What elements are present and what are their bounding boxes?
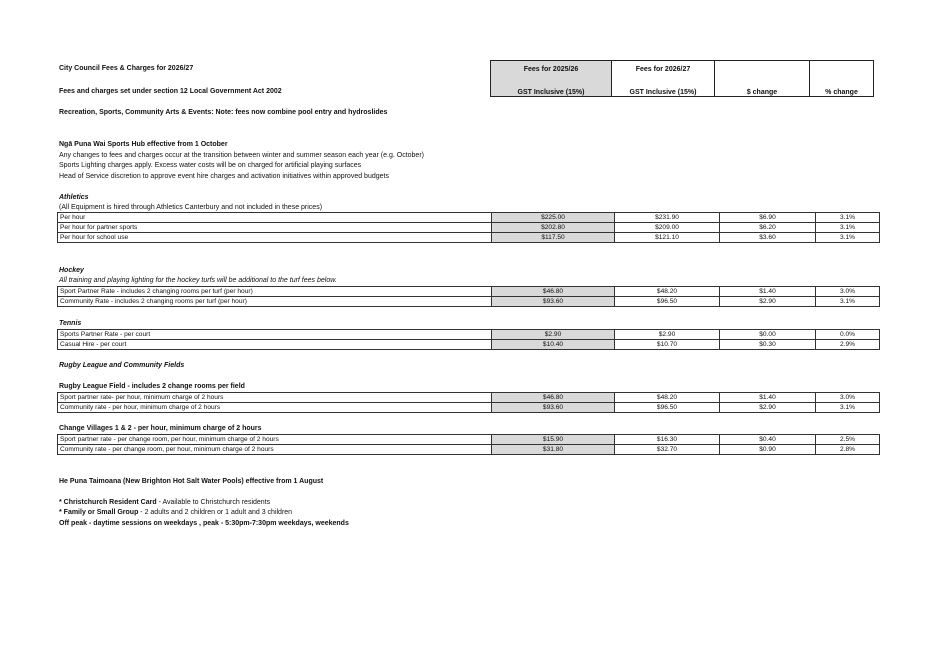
row-description: Per hour [58,213,492,223]
column-header-dollar-change [714,60,810,97]
offpeak-note: Off peak - daytime sessions on weekdays , peak - 5:30pm-7:30pm weekdays, weekends [59,520,349,527]
fee-2025: $31.80 [492,445,615,455]
athletics-note: (All Equipment is hired through Athletics Canterbury and not included in these prices) [59,204,323,211]
tennis-title: Tennis [59,320,82,327]
table-row [58,435,880,445]
table-row [58,213,880,223]
fee-2025: $46.80 [492,287,615,297]
percent-change: 2.5% [816,435,880,445]
villages-table [57,434,880,455]
percent-change: 3.1% [816,233,880,243]
hub-note: Any changes to fees and charges occur at the transition between winter and summer season each year (e.g. October) [59,152,424,159]
row-description: Community rate - per hour, minimum charge of 2 hours [58,403,492,413]
hub-note: Head of Service discretion to approve event hire charges and activation initiatives within approved budgets [59,173,389,180]
fee-2026: $121.10 [615,233,720,243]
column-header-percent-change [809,60,874,97]
dollar-change: $1.40 [720,393,816,403]
fee-2026: $96.50 [615,403,720,413]
row-description: Casual Hire - per court [58,340,492,350]
rugby-title: Rugby League Field - includes 2 change rooms per field [59,383,245,390]
fee-2026: $10.70 [615,340,720,350]
fee-2025: $202.80 [492,223,615,233]
fee-2026: $32.70 [615,445,720,455]
row-description: Sport partner rate - per change room, per hour, minimum charge of 2 hours [58,435,492,445]
fee-2025: $46.80 [492,393,615,403]
percent-change: 3.1% [816,403,880,413]
row-description: Per hour for partner sports [58,223,492,233]
percent-change: 3.1% [816,297,880,307]
tennis-table [57,329,880,350]
page-subtitle: Fees and charges set under section 12 Local Government Act 2002 [59,88,282,95]
fee-2026: $96.50 [615,297,720,307]
fee-2025: $2.90 [492,330,615,340]
dollar-change: $0.00 [720,330,816,340]
resident-card-text: - Available to Christchurch residents [156,499,271,506]
resident-card-label: * Christchurch Resident Card [59,499,157,506]
table-row [58,287,880,297]
hockey-note: All training and playing lighting for the hockey turfs will be additional to the turf fees below. [59,277,337,284]
table-row [58,445,880,455]
percent-change: 2.9% [816,340,880,350]
rugby-section-heading: Rugby League and Community Fields [59,362,185,369]
fee-2026: $231.90 [615,213,720,223]
table-row [58,330,880,340]
percent-change: 3.0% [816,287,880,297]
row-description: Sport partner rate- per hour, minimum charge of 2 hours [58,393,492,403]
fee-2026: $48.20 [615,393,720,403]
dollar-change: $2.90 [720,403,816,413]
family-group-note [59,508,292,517]
villages-title: Change Villages 1 & 2 - per hour, minimum charge of 2 hours [59,425,262,432]
athletics-table [57,212,880,243]
fee-2025: $93.60 [492,297,615,307]
dollar-change: $3.60 [720,233,816,243]
column-header-percent-change-label: % change [825,89,858,96]
percent-change: 0.0% [816,330,880,340]
dollar-change: $2.90 [720,297,816,307]
section-note: Recreation, Sports, Community Arts & Events: Note: fees now combine pool entry and hydroslides [59,109,388,116]
hockey-title: Hockey [59,267,84,274]
page-title: City Council Fees & Charges for 2026/27 [59,65,194,72]
family-group-text: - 2 adults and 2 children or 1 adult and 3 children [138,509,293,516]
column-header-fees-2026-title: Fees for 2026/27 [635,66,691,73]
hockey-table [57,286,880,307]
fee-2026: $48.20 [615,287,720,297]
table-row [58,393,880,403]
fee-2025: $117.50 [492,233,615,243]
dollar-change: $1.40 [720,287,816,297]
percent-change: 3.1% [816,213,880,223]
fee-2025: $15.90 [492,435,615,445]
row-description: Sports Partner Rate - per court [58,330,492,340]
percent-change: 3.0% [816,393,880,403]
fee-2025: $225.00 [492,213,615,223]
rugby-table [57,392,880,413]
column-header-fees-2025 [490,60,612,97]
hub-note: Sports Lighting charges apply. Excess water costs will be on charged for artificial playing surfaces [59,162,362,169]
percent-change: 3.1% [816,223,880,233]
fee-2026: $2.90 [615,330,720,340]
fee-2026: $209.00 [615,223,720,233]
hub-title: Ngā Puna Wai Sports Hub effective from 1 October [59,141,228,148]
row-description: Per hour for school use [58,233,492,243]
column-header-fees-2026-sub: GST Inclusive (15%) [629,89,697,96]
table-row [58,223,880,233]
family-group-label: * Family or Small Group [59,509,139,516]
percent-change: 2.8% [816,445,880,455]
fee-2025: $10.40 [492,340,615,350]
table-row [58,403,880,413]
column-header-fees-2025-title: Fees for 2025/26 [523,66,579,73]
dollar-change: $0.90 [720,445,816,455]
dollar-change: $6.90 [720,213,816,223]
fee-2026: $16.30 [615,435,720,445]
pools-title: He Puna Taimoana (New Brighton Hot Salt Water Pools) effective from 1 August [59,478,324,485]
column-header-fees-2025-sub: GST Inclusive (15%) [517,89,585,96]
fee-2025: $93.60 [492,403,615,413]
resident-card-note [59,498,270,507]
dollar-change: $0.30 [720,340,816,350]
table-row [58,340,880,350]
athletics-title: Athletics [59,194,89,201]
column-header-fees-2026 [611,60,715,97]
dollar-change: $0.40 [720,435,816,445]
dollar-change: $6.20 [720,223,816,233]
column-header-dollar-change-label: $ change [746,89,778,96]
table-row [58,233,880,243]
row-description: Sport Partner Rate - includes 2 changing rooms per turf (per hour) [58,287,492,297]
row-description: Community Rate - includes 2 changing rooms per turf (per hour) [58,297,492,307]
row-description: Community rate - per change room, per hour, minimum charge of 2 hours [58,445,492,455]
table-row [58,297,880,307]
